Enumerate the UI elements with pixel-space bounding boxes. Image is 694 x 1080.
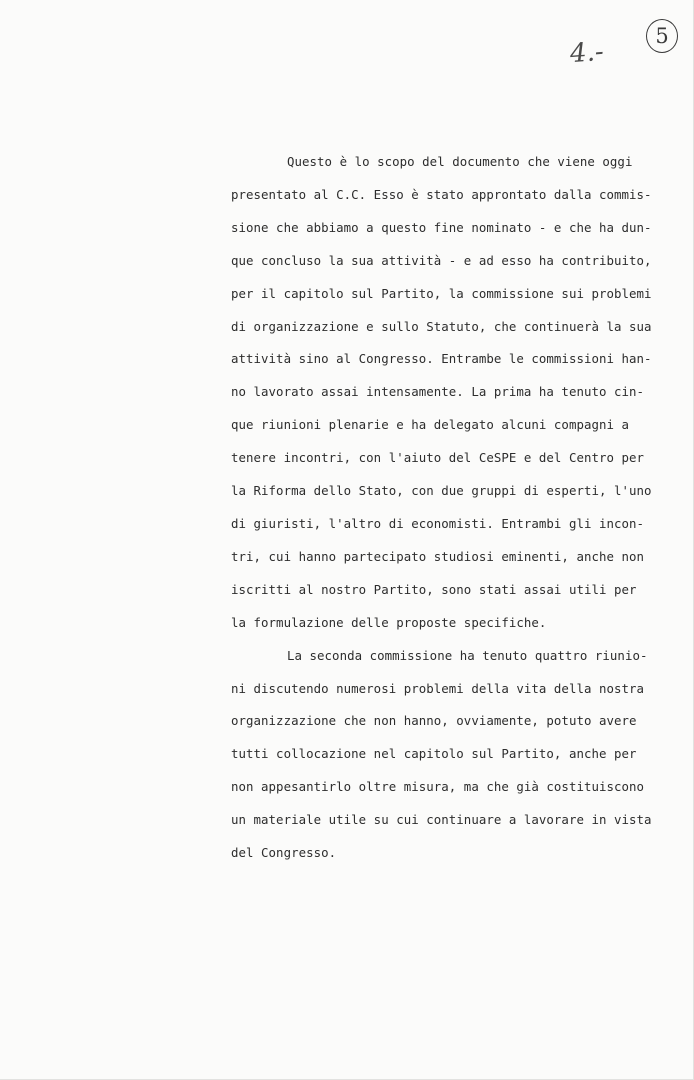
text-line: per il capitolo sul Partito, la commissione sui problemi bbox=[231, 285, 652, 301]
handwritten-page-number: 4.- bbox=[568, 36, 605, 70]
text-line: la Riforma dello Stato, con due gruppi di esperti, l'uno bbox=[231, 483, 652, 499]
circled-page-number: 5 bbox=[646, 19, 678, 53]
text-line: que concluso la sua attività - e ad esso ha contribuito, bbox=[231, 252, 652, 268]
text-line: di organizzazione e sullo Statuto, che continuerà la sua bbox=[231, 318, 652, 334]
text-line: non appesantirlo oltre misura, ma che già costituiscono bbox=[231, 779, 645, 795]
text-line: di giuristi, l'altro di economisti. Entrambi gli incon- bbox=[231, 515, 645, 531]
text-line: no lavorato assai intensamente. La prima ha tenuto cin- bbox=[231, 384, 645, 400]
text-line: tri, cui hanno partecipato studiosi eminenti, anche non bbox=[231, 548, 645, 564]
document-body bbox=[231, 146, 652, 870]
text-line: La seconda commissione ha tenuto quattro riunio- bbox=[287, 647, 648, 663]
text-line: attività sino al Congresso. Entrambe le commissioni han- bbox=[231, 351, 652, 367]
text-line: que riunioni plenarie e ha delegato alcuni compagni a bbox=[231, 417, 630, 433]
text-line: presentato al C.C. Esso è stato approntato dalla commis- bbox=[231, 186, 652, 202]
text-line: Questo è lo scopo del documento che viene oggi bbox=[287, 154, 633, 169]
text-line: sione che abbiamo a questo fine nominato - e che ha dun- bbox=[231, 219, 652, 235]
text-line: tenere incontri, con l'aiuto del CeSPE e del Centro per bbox=[231, 450, 645, 466]
text-line: iscritti al nostro Partito, sono stati assai utili per bbox=[231, 581, 637, 597]
text-line: organizzazione che non hanno, ovviamente, potuto avere bbox=[231, 713, 637, 729]
text-line: ni discutendo numerosi problemi della vita della nostra bbox=[231, 680, 645, 696]
text-line: un materiale utile su cui continuare a lavorare in vista bbox=[231, 812, 652, 828]
text-line: la formulazione delle proposte specifiche. bbox=[231, 614, 547, 630]
text-line: tutti collocazione nel capitolo sul Partito, anche per bbox=[231, 746, 637, 762]
text-line: del Congresso. bbox=[231, 845, 337, 861]
